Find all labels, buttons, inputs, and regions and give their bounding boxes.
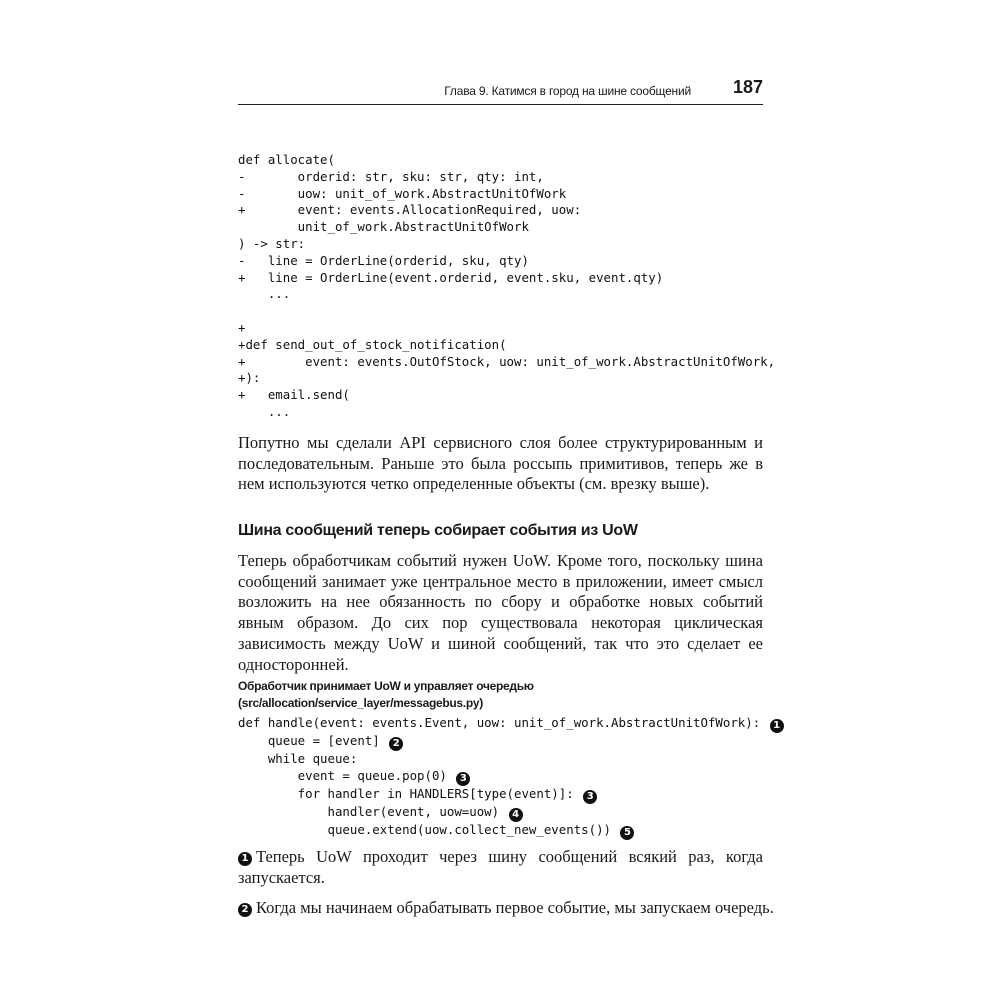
callout-number: 3	[456, 772, 470, 786]
code-line: - uow: unit_of_work.AbstractUnitOfWork	[238, 185, 567, 201]
code-line: def handle(event: events.Event, uow: unit_of_work.AbstractUnitOfWork):	[238, 715, 761, 730]
callout-number: 5	[620, 826, 634, 840]
code-line: + email.send(	[238, 387, 350, 403]
callout-number: 1	[770, 719, 784, 733]
code-line: handler(event, uow=uow)	[238, 803, 500, 819]
code-line: + line = OrderLine(event.orderid, event.sku, event.qty)	[238, 269, 664, 285]
callout-note-text: Когда мы начинаем обрабатывать первое событие, мы запускаем очередь.	[256, 898, 774, 917]
code-line: + event: events.AllocationRequired, uow:	[238, 202, 582, 218]
code-line: queue = [event]	[238, 733, 380, 748]
code-line: def allocate(	[238, 152, 335, 167]
code-line: +):	[238, 370, 261, 386]
callout-number: 3	[583, 790, 597, 804]
code-line: for handler in HANDLERS[type(event)]:	[238, 785, 574, 801]
code-line: ...	[238, 403, 291, 419]
body-paragraph: Попутно мы сделали API сервисного слоя более структурированным и последовательным. Раньше это была россыпь примитивов, теперь же в нем используются четко определенные объекты (см. врезку выше).	[238, 433, 763, 494]
body-paragraph: Теперь обработчикам событий нужен UoW. Кроме того, поскольку шина сообщений занимает уже центральное место в приложении, имеет смысл возложить на нее обязанность по сбору и обработке новых событий явным образом. До сих пор существовала некоторая циклическая зависимость между UoW и шиной сообщений, так что это сделает ее односторонней.	[238, 551, 763, 674]
callout-number: 2	[389, 737, 403, 751]
callout-number: 1	[238, 852, 252, 866]
callout-number: 4	[509, 808, 523, 822]
listing-caption: Обработчик принимает UoW и управляет очередью (src/allocation/service_layer/messagebus.py)	[238, 679, 534, 710]
callout-note	[238, 847, 763, 888]
code-line: queue.extend(uow.collect_new_events())	[238, 821, 611, 837]
code-line: +def send_out_of_stock_notification(	[238, 336, 507, 352]
code-line: + event: events.OutOfStock, uow: unit_of_work.AbstractUnitOfWork,	[238, 353, 776, 369]
callout-note	[238, 898, 774, 919]
code-line: while queue:	[238, 751, 358, 766]
code-line: unit_of_work.AbstractUnitOfWork	[238, 219, 529, 235]
code-line: event = queue.pop(0)	[238, 767, 447, 783]
running-title: Глава 9. Катимся в город на шине сообщений	[444, 84, 691, 98]
code-line: - line = OrderLine(orderid, sku, qty)	[238, 252, 529, 268]
code-diff-block	[238, 152, 775, 421]
page-number: 187	[732, 77, 763, 97]
section-heading: Шина сообщений теперь собирает события из UoW	[238, 522, 638, 539]
code-line: ) -> str:	[238, 235, 306, 251]
code-line: ...	[238, 286, 291, 302]
code-listing-block	[238, 715, 784, 840]
page-header	[238, 78, 763, 105]
code-line: +	[238, 319, 246, 335]
callout-number: 2	[238, 903, 252, 917]
callout-note-text: Теперь UoW проходит через шину сообщений всякий раз, когда запускается.	[238, 847, 763, 887]
code-line: - orderid: str, sku: str, qty: int,	[238, 168, 544, 184]
